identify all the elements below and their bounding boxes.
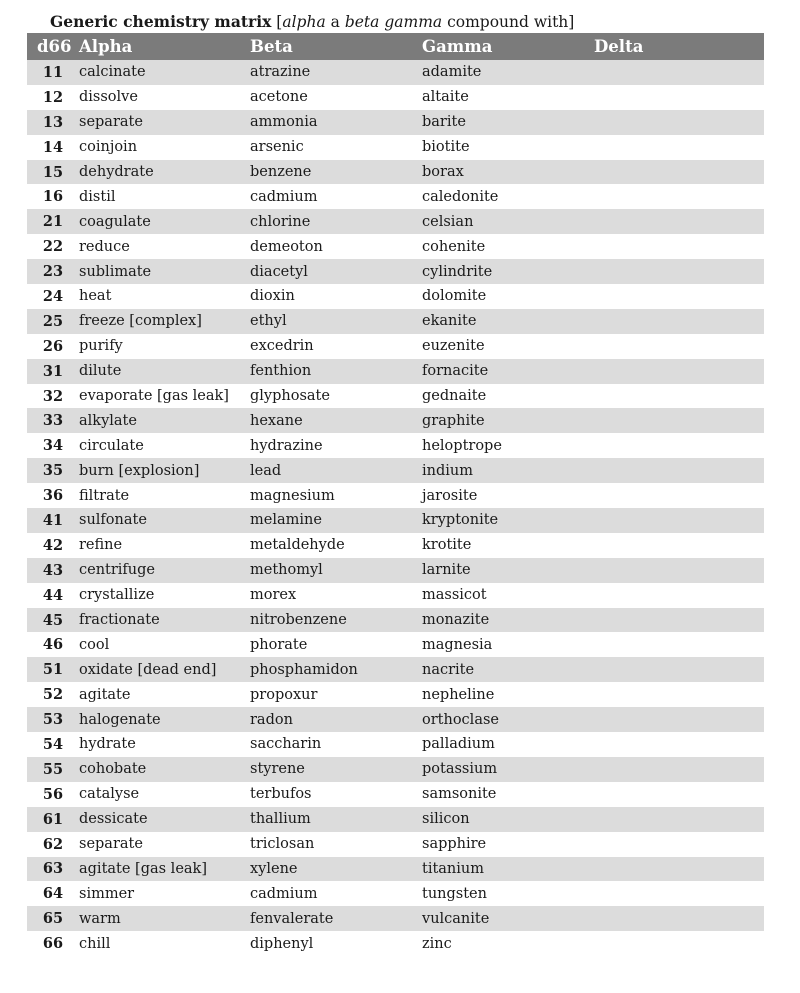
table-row: [27, 209, 764, 234]
cell-delta: [594, 782, 764, 807]
cell-roll: 55: [42, 760, 64, 778]
cell-delta: [594, 284, 764, 309]
cell-alpha: evaporate [gas leak]: [79, 388, 229, 405]
cell-roll: 35: [42, 462, 64, 480]
cell-gamma: tungsten: [422, 885, 487, 902]
table-row: [27, 259, 764, 284]
cell-gamma: borax: [422, 164, 464, 180]
table-header-row: [27, 33, 764, 60]
cell-gamma: jarosite: [422, 487, 478, 504]
cell-roll: 63: [42, 860, 64, 878]
table-row: [27, 583, 764, 608]
table-row: [27, 433, 764, 458]
cell-beta: diacetyl: [250, 263, 308, 280]
table-row: [27, 608, 764, 633]
table-row: [27, 881, 764, 906]
cell-roll: 32: [42, 387, 64, 405]
table-row: [27, 832, 764, 857]
cell-roll: 24: [42, 287, 64, 305]
table-row: [27, 857, 764, 882]
cell-gamma: barite: [422, 114, 466, 131]
cell-delta: [594, 359, 764, 384]
table-row: [27, 184, 764, 209]
cell-beta: fenvalerate: [250, 910, 334, 927]
cell-gamma: orthoclase: [422, 711, 499, 728]
table-row: [27, 807, 764, 832]
cell-delta: [594, 906, 764, 931]
cell-delta: [594, 483, 764, 508]
cell-beta: arsenic: [250, 139, 304, 156]
cell-gamma: larnite: [422, 562, 471, 579]
cell-alpha: sublimate: [79, 263, 152, 280]
cell-beta: phorate: [250, 636, 308, 653]
cell-roll: 64: [42, 885, 64, 903]
table-row: [27, 906, 764, 931]
cell-gamma: massicot: [422, 587, 487, 604]
cell-roll: 44: [42, 586, 64, 604]
cell-delta: [594, 931, 764, 956]
table-row: [27, 384, 764, 409]
cell-delta: [594, 209, 764, 234]
cell-beta: propoxur: [250, 686, 318, 703]
cell-beta: atrazine: [250, 64, 311, 81]
cell-alpha: halogenate: [79, 711, 161, 728]
table-row: [27, 60, 764, 85]
cell-alpha: separate: [79, 114, 143, 131]
cell-delta: [594, 881, 764, 906]
cell-delta: [594, 60, 764, 85]
title-gamma: gamma: [384, 13, 443, 31]
title-beta: beta: [344, 13, 380, 31]
chemistry-matrix-table: [27, 33, 764, 956]
cell-gamma: celsian: [422, 213, 474, 230]
cell-delta: [594, 309, 764, 334]
cell-roll: 42: [42, 536, 64, 554]
table-row: [27, 135, 764, 160]
cell-gamma: altaite: [422, 89, 469, 106]
table-row: [27, 657, 764, 682]
cell-delta: [594, 583, 764, 608]
cell-alpha: dessicate: [79, 811, 148, 828]
cell-delta: [594, 433, 764, 458]
cell-beta: dioxin: [250, 288, 295, 305]
header-d66: d66: [37, 37, 72, 56]
cell-beta: glyphosate: [250, 388, 330, 405]
cell-roll: 14: [42, 138, 64, 156]
cell-delta: [594, 558, 764, 583]
cell-roll: 31: [42, 362, 64, 380]
cell-delta: [594, 384, 764, 409]
cell-gamma: titanium: [422, 860, 485, 877]
cell-beta: thallium: [250, 811, 311, 828]
table-row: [27, 458, 764, 483]
cell-delta: [594, 732, 764, 757]
cell-alpha: hydrate: [79, 736, 136, 753]
cell-gamma: cohenite: [422, 238, 486, 255]
cell-delta: [594, 259, 764, 284]
page-title: [50, 12, 574, 32]
cell-alpha: centrifuge: [79, 562, 156, 579]
header-gamma: Gamma: [422, 37, 493, 56]
cell-gamma: fornacite: [422, 363, 489, 380]
cell-roll: 43: [42, 561, 64, 579]
cell-gamma: kryptonite: [422, 512, 499, 529]
cell-delta: [594, 85, 764, 110]
cell-alpha: heat: [79, 288, 112, 305]
cell-beta: metaldehyde: [250, 537, 345, 554]
cell-gamma: krotite: [422, 537, 472, 554]
table-row: [27, 533, 764, 558]
cell-beta: styrene: [250, 761, 305, 778]
cell-delta: [594, 807, 764, 832]
cell-alpha: circulate: [79, 437, 144, 454]
cell-beta: saccharin: [250, 736, 322, 753]
cell-roll: 41: [42, 511, 64, 529]
cell-roll: 62: [42, 835, 64, 853]
table-row: [27, 682, 764, 707]
cell-delta: [594, 682, 764, 707]
cell-beta: demeoton: [250, 238, 323, 255]
cell-beta: chlorine: [250, 213, 311, 230]
table-row: [27, 757, 764, 782]
cell-alpha: catalyse: [79, 786, 140, 803]
cell-gamma: heloptrope: [422, 437, 502, 454]
table-row: [27, 931, 764, 956]
cell-roll: 36: [42, 487, 64, 505]
cell-alpha: dilute: [79, 363, 122, 380]
table-row: [27, 782, 764, 807]
cell-delta: [594, 135, 764, 160]
cell-beta: ammonia: [250, 114, 318, 131]
cell-beta: melamine: [250, 512, 322, 529]
cell-beta: hydrazine: [250, 437, 323, 454]
table-row: [27, 558, 764, 583]
cell-roll: 33: [42, 412, 64, 430]
cell-gamma: cylindrite: [422, 263, 493, 280]
cell-alpha: agitate [gas leak]: [79, 860, 207, 877]
cell-roll: 23: [42, 263, 64, 281]
table-row: [27, 707, 764, 732]
table-row: [27, 359, 764, 384]
cell-beta: ethyl: [250, 313, 287, 330]
title-bold: Generic chemistry matrix: [50, 12, 272, 31]
cell-alpha: burn [explosion]: [79, 462, 200, 479]
cell-alpha: warm: [79, 910, 121, 927]
cell-roll: 13: [42, 113, 64, 131]
cell-delta: [594, 657, 764, 682]
table-row: [27, 483, 764, 508]
cell-delta: [594, 184, 764, 209]
title-bracket-open: [: [276, 13, 283, 31]
cell-roll: 25: [42, 312, 64, 330]
cell-beta: morex: [250, 587, 297, 604]
cell-alpha: purify: [79, 338, 123, 355]
cell-delta: [594, 160, 764, 185]
table-row: [27, 284, 764, 309]
cell-gamma: adamite: [422, 64, 482, 81]
cell-gamma: biotite: [422, 139, 470, 156]
cell-alpha: sulfonate: [79, 512, 147, 529]
cell-roll: 65: [42, 910, 64, 928]
cell-delta: [594, 458, 764, 483]
header-alpha: Alpha: [79, 37, 133, 56]
table-row: [27, 732, 764, 757]
cell-alpha: coinjoin: [79, 139, 138, 156]
cell-delta: [594, 508, 764, 533]
cell-alpha: separate: [79, 836, 143, 853]
cell-gamma: ekanite: [422, 313, 477, 330]
cell-beta: nitrobenzene: [250, 612, 347, 629]
header-delta: Delta: [594, 37, 644, 56]
cell-alpha: distil: [79, 188, 116, 205]
title-a: a: [325, 13, 345, 31]
cell-delta: [594, 857, 764, 882]
cell-beta: phosphamidon: [250, 661, 358, 678]
cell-beta: benzene: [250, 164, 312, 180]
table-row: [27, 234, 764, 259]
cell-delta: [594, 533, 764, 558]
cell-roll: 66: [42, 935, 64, 953]
cell-beta: radon: [250, 711, 293, 728]
cell-alpha: fractionate: [79, 612, 160, 629]
cell-roll: 61: [42, 810, 64, 828]
cell-gamma: nepheline: [422, 686, 495, 703]
cell-beta: lead: [250, 462, 282, 479]
cell-delta: [594, 608, 764, 633]
table-row: [27, 85, 764, 110]
cell-gamma: caledonite: [422, 188, 499, 205]
cell-roll: 26: [42, 337, 64, 355]
header-beta: Beta: [250, 37, 293, 56]
cell-delta: [594, 408, 764, 433]
cell-delta: [594, 110, 764, 135]
cell-alpha: cool: [79, 636, 110, 653]
cell-alpha: simmer: [79, 885, 135, 902]
cell-roll: 51: [42, 661, 64, 679]
cell-roll: 21: [42, 213, 64, 231]
cell-delta: [594, 832, 764, 857]
cell-alpha: dissolve: [79, 89, 138, 106]
cell-roll: 16: [42, 188, 64, 206]
cell-gamma: nacrite: [422, 661, 475, 678]
cell-beta: cadmium: [250, 188, 318, 205]
cell-gamma: gednaite: [422, 388, 487, 405]
cell-alpha: reduce: [79, 238, 130, 255]
table-row: [27, 408, 764, 433]
cell-gamma: samsonite: [422, 786, 497, 803]
cell-roll: 53: [42, 711, 64, 729]
cell-alpha: dehydrate: [79, 164, 154, 180]
cell-gamma: potassium: [422, 761, 498, 778]
cell-alpha: agitate: [79, 686, 131, 703]
cell-roll: 22: [42, 238, 64, 256]
cell-gamma: sapphire: [422, 836, 487, 853]
cell-beta: cadmium: [250, 885, 318, 902]
cell-delta: [594, 632, 764, 657]
cell-beta: excedrin: [250, 338, 314, 355]
cell-gamma: dolomite: [422, 288, 487, 305]
table-row: [27, 160, 764, 185]
table-row: [27, 110, 764, 135]
cell-gamma: palladium: [422, 736, 495, 753]
cell-gamma: vulcanite: [422, 910, 490, 927]
cell-alpha: coagulate: [79, 213, 151, 230]
cell-beta: hexane: [250, 412, 303, 429]
cell-roll: 45: [42, 611, 64, 629]
cell-alpha: refine: [79, 537, 123, 554]
table-row: [27, 508, 764, 533]
cell-alpha: alkylate: [79, 412, 137, 429]
cell-gamma: graphite: [422, 412, 485, 429]
table-row: [27, 309, 764, 334]
cell-delta: [594, 334, 764, 359]
title-rest: compound with]: [442, 13, 575, 31]
cell-alpha: filtrate: [79, 487, 130, 504]
cell-alpha: oxidate [dead end]: [79, 661, 217, 678]
cell-gamma: zinc: [422, 935, 452, 952]
cell-beta: acetone: [250, 89, 308, 106]
cell-delta: [594, 757, 764, 782]
cell-roll: 46: [42, 636, 64, 654]
cell-alpha: chill: [79, 935, 111, 952]
cell-roll: 12: [42, 88, 64, 106]
cell-alpha: crystallize: [79, 587, 155, 604]
cell-gamma: indium: [422, 462, 473, 479]
title-alpha: alpha: [282, 13, 326, 31]
table-row: [27, 334, 764, 359]
cell-beta: triclosan: [250, 836, 315, 853]
cell-delta: [594, 234, 764, 259]
cell-gamma: monazite: [422, 612, 490, 629]
cell-alpha: calcinate: [79, 64, 146, 81]
cell-gamma: silicon: [422, 811, 470, 828]
cell-alpha: cohobate: [79, 761, 147, 778]
cell-roll: 54: [42, 735, 64, 753]
cell-beta: terbufos: [250, 786, 312, 803]
cell-roll: 52: [42, 686, 64, 704]
cell-roll: 34: [42, 437, 64, 455]
cell-alpha: freeze [complex]: [79, 313, 202, 330]
cell-beta: magnesium: [250, 487, 335, 504]
cell-roll: 56: [42, 785, 64, 803]
cell-beta: fenthion: [250, 363, 312, 380]
cell-beta: methomyl: [250, 562, 323, 579]
cell-gamma: euzenite: [422, 338, 485, 355]
cell-delta: [594, 707, 764, 732]
cell-roll: 11: [42, 63, 64, 81]
table-row: [27, 632, 764, 657]
cell-gamma: magnesia: [422, 636, 493, 653]
cell-beta: diphenyl: [250, 935, 314, 952]
cell-roll: 15: [42, 163, 64, 181]
cell-beta: xylene: [250, 860, 298, 877]
